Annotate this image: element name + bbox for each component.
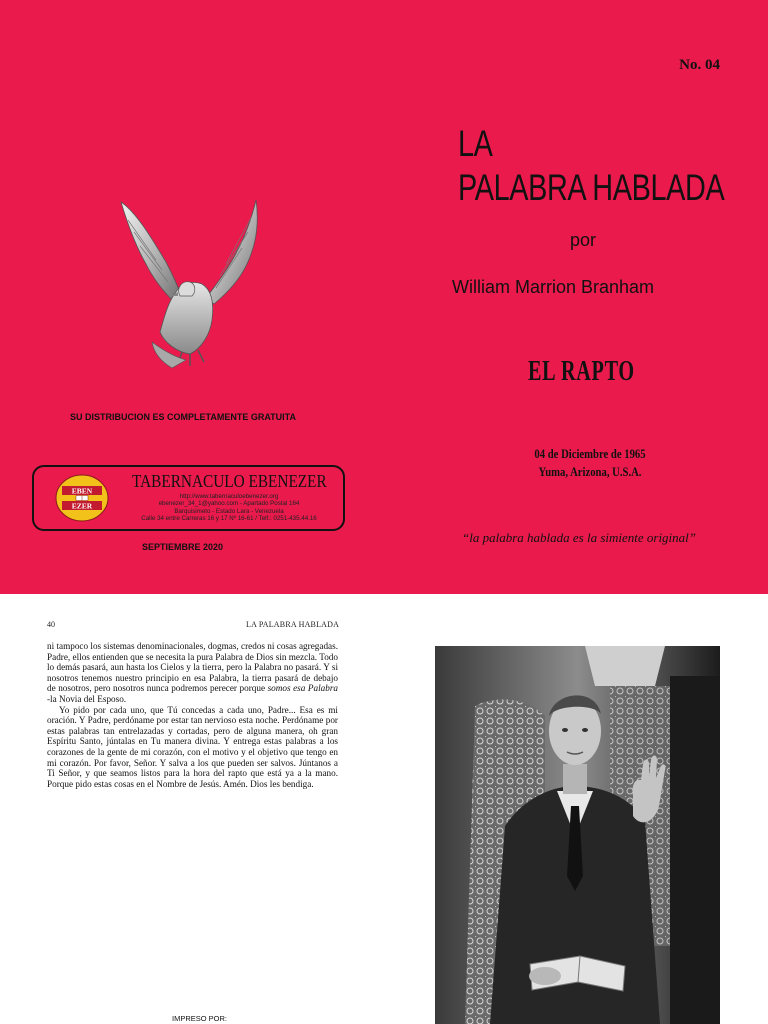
sermon-title: EL RAPTO: [528, 356, 635, 387]
logo-text-top: EBEN: [71, 486, 93, 496]
printed-by-label: IMPRESO POR:: [172, 1014, 228, 1023]
sermon-date: 04 de Diciembre de 1965: [534, 446, 646, 461]
running-head: LA PALABRA HABLADA: [246, 620, 340, 629]
publisher-city: Barquisimeto - Estado Lara - Venezuela: [174, 507, 284, 515]
publisher-name: TABERNACULO EBENEZER: [132, 471, 327, 491]
publisher-box: [32, 465, 345, 531]
author-photo: [435, 646, 720, 1024]
free-distribution-notice: SU DISTRIBUCION ES COMPLETAMENTE GRATUITA: [70, 412, 296, 422]
emphasis-text: somos esa Palabra: [267, 683, 338, 694]
sermon-location: Yuma, Arizona, U.S.A.: [538, 464, 642, 479]
publication-title: [458, 122, 748, 210]
publisher-contact: [114, 493, 344, 523]
publisher-address: Calle 34 entre Carreras 16 y 17 Nº 16-61 / Telf.: 0251-435.44.16: [141, 515, 317, 523]
paragraph-2: Yo pido por cada uno, que Tú concedas a cada uno, Padre... Esa es mi oración. Y Padre, perdóname por estar tan nervioso esta noche. Perdóname por estas palabras tan entrelazadas y cortadas, pero de alguna manera, oh gran Espíritu Santo, júntalas en Tu manera divina. Y entrega estas palabras a los corazones de la gente de mi corazón, con el motivo y el objetivo que tengo en mi corazón. Por favor, Señor. Y salva a los que pueden ser salvos. Júntanos a Ti Señor, y que seamos listos para la hora del rapto que está ya a la mano. Porque pido estas cosas en el Nombre de Jesús. Amén. Dios les bendiga.: [47, 704, 338, 789]
publisher-website: http://www.tabernaculoebenezer.org: [179, 493, 279, 500]
print-date: SEPTIEMBRE 2020: [142, 542, 224, 552]
tagline-quote: “la palabra hablada es la simiente original”: [462, 530, 697, 545]
title-line-1: LA: [458, 123, 493, 164]
logo-text-bottom: EZER: [71, 501, 93, 511]
tabernacle-logo: [54, 473, 110, 523]
sermon-date-location: [533, 445, 648, 481]
page-number: 40: [47, 620, 55, 629]
author-name: William Marrion Branham: [452, 277, 655, 297]
paragraph-1: ni tampoco los sistemas denominacionales, dogmas, credos ni cosas agregadas. Padre, ellos entienden que se necesita la pura Palabra de Dios sin mezcla. Todo lo demás pasará, aun hasta los Cielos y la tierra, pero la Palabra no pasará. Y si nosotros tenemos nuestro principio en esa Palabra, la tierra pasará de debajo de nosotros, pero nosotros nunca podremos perecer porque somos esa Palabra -la Novia del Esposo.: [47, 641, 338, 704]
by-label: por: [570, 230, 597, 250]
sermon-text: [47, 641, 338, 789]
eagle-illustration: [116, 192, 266, 372]
publisher-email: ebenezer_34_1@yahoo.com - Apartado Postal 164: [158, 500, 300, 508]
title-line-2: PALABRA HABLADA: [458, 167, 725, 208]
issue-number: No. 04: [679, 57, 720, 73]
